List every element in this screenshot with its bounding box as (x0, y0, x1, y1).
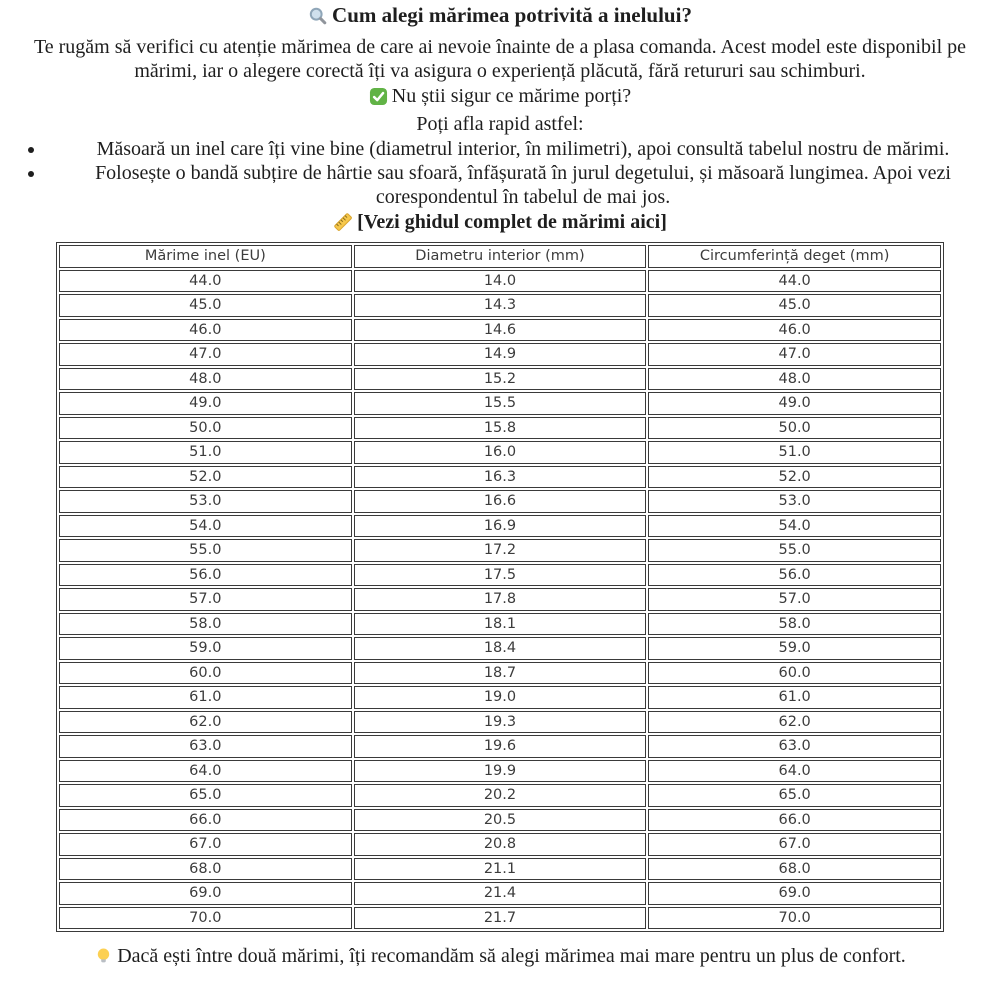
table-cell: 46.0 (59, 319, 352, 342)
table-cell: 16.9 (354, 515, 647, 538)
table-cell: 21.4 (354, 882, 647, 905)
table-row (59, 417, 941, 440)
table-cell: 44.0 (648, 270, 941, 293)
table-cell: 16.3 (354, 466, 647, 489)
table-cell: 69.0 (648, 882, 941, 905)
table-cell: 45.0 (648, 294, 941, 317)
table-row (59, 858, 941, 881)
size-question-text: Nu știi sigur ce mărime porți? (391, 84, 632, 107)
table-cell: 65.0 (648, 784, 941, 807)
table-cell: 64.0 (59, 760, 352, 783)
ruler-icon (333, 212, 353, 238)
table-cell: 14.9 (354, 343, 647, 366)
size-question-line (0, 84, 1000, 112)
table-cell: 14.3 (354, 294, 647, 317)
sizing-tip-note (0, 944, 1000, 973)
table-cell: 62.0 (59, 711, 352, 734)
table-cell: 47.0 (59, 343, 352, 366)
table-cell: 14.0 (354, 270, 647, 293)
check-icon (369, 87, 388, 112)
table-row (59, 760, 941, 783)
table-cell: 20.8 (354, 833, 647, 856)
table-header (59, 245, 941, 268)
table-cell: 52.0 (648, 466, 941, 489)
table-row (59, 784, 941, 807)
table-cell: 19.9 (354, 760, 647, 783)
table-cell: 61.0 (648, 686, 941, 709)
table-cell: 20.5 (354, 809, 647, 832)
table-cell: 19.3 (354, 711, 647, 734)
table-cell: 15.5 (354, 392, 647, 415)
table-row (59, 368, 941, 391)
table-cell: 46.0 (648, 319, 941, 342)
table-cell: 60.0 (59, 662, 352, 685)
table-cell: 55.0 (59, 539, 352, 562)
table-cell: 18.1 (354, 613, 647, 636)
table-cell: 47.0 (648, 343, 941, 366)
table-row (59, 882, 941, 905)
column-header-size: Mărime inel (EU) (59, 245, 352, 268)
table-cell: 59.0 (59, 637, 352, 660)
table-row (59, 735, 941, 758)
table-row (59, 490, 941, 513)
size-guide-link[interactable]: [Vezi ghidul complet de mărimi aici] (357, 210, 667, 233)
table-cell: 18.4 (354, 637, 647, 660)
table-row (59, 711, 941, 734)
table-cell: 67.0 (59, 833, 352, 856)
table-cell: 49.0 (59, 392, 352, 415)
table-row (59, 833, 941, 856)
table-row (59, 907, 941, 930)
table-header-row (59, 245, 941, 268)
table-row (59, 809, 941, 832)
table-cell: 20.2 (354, 784, 647, 807)
table-row (59, 564, 941, 587)
table-cell: 70.0 (648, 907, 941, 930)
table-cell: 68.0 (648, 858, 941, 881)
sizing-tip-text: Dacă ești între două mărimi, îți recomandăm să alegi mărimea mai mare pentru un plus de confort. (117, 945, 906, 968)
table-row (59, 637, 941, 660)
table-cell: 53.0 (59, 490, 352, 513)
table-cell: 19.0 (354, 686, 647, 709)
table-cell: 54.0 (648, 515, 941, 538)
table-cell: 54.0 (59, 515, 352, 538)
table-cell: 57.0 (59, 588, 352, 611)
table-cell: 18.7 (354, 662, 647, 685)
table-cell: 60.0 (648, 662, 941, 685)
table-row (59, 686, 941, 709)
page-title-text: Cum alegi mărimea potrivită a inelului? (332, 3, 692, 27)
table-cell: 58.0 (59, 613, 352, 636)
table-cell: 52.0 (59, 466, 352, 489)
measuring-steps-list (0, 137, 1000, 210)
table-row (59, 294, 941, 317)
table-cell: 17.8 (354, 588, 647, 611)
table-cell: 64.0 (648, 760, 941, 783)
table-cell: 17.2 (354, 539, 647, 562)
table-cell: 53.0 (648, 490, 941, 513)
list-item: • Folosește o bandă subțire de hârtie sau sfoară, înfășurată în jurul degetului, și măsoară lungimea. Apoi vezi corespondentul în tabelul de mai jos. (46, 161, 1000, 210)
table-row (59, 270, 941, 293)
table-row (59, 343, 941, 366)
table-cell: 45.0 (59, 294, 352, 317)
intro-paragraph: Te rugăm să verifici cu atenție mărimea de care ai nevoie înainte de a plasa comanda. Acest model este disponibil pe mărimi, iar o alegere corectă îți va asigura o experiență plăcută, fără retururi sau schimburi. (33, 36, 967, 83)
table-cell: 16.6 (354, 490, 647, 513)
table-cell: 44.0 (59, 270, 352, 293)
table-cell: 16.0 (354, 441, 647, 464)
table-row (59, 319, 941, 342)
table-cell: 14.6 (354, 319, 647, 342)
table-cell: 59.0 (648, 637, 941, 660)
table-cell: 57.0 (648, 588, 941, 611)
table-cell: 15.8 (354, 417, 647, 440)
table-cell: 56.0 (648, 564, 941, 587)
table-cell: 56.0 (59, 564, 352, 587)
table-cell: 50.0 (59, 417, 352, 440)
table-row (59, 662, 941, 685)
table-row (59, 613, 941, 636)
table-cell: 66.0 (59, 809, 352, 832)
table-row (59, 588, 941, 611)
table-cell: 61.0 (59, 686, 352, 709)
table-cell: 48.0 (648, 368, 941, 391)
table-cell: 51.0 (59, 441, 352, 464)
ring-size-table (56, 242, 944, 932)
table-cell: 51.0 (648, 441, 941, 464)
table-row (59, 392, 941, 415)
table-row (59, 441, 941, 464)
table-cell: 48.0 (59, 368, 352, 391)
table-row (59, 466, 941, 489)
page-title (0, 3, 1000, 32)
table-row (59, 539, 941, 562)
table-cell: 15.2 (354, 368, 647, 391)
table-cell: 69.0 (59, 882, 352, 905)
column-header-circumference: Circumferință deget (mm) (648, 245, 941, 268)
table-row (59, 515, 941, 538)
lightbulb-icon (94, 947, 113, 973)
table-cell: 70.0 (59, 907, 352, 930)
table-cell: 58.0 (648, 613, 941, 636)
table-cell: 49.0 (648, 392, 941, 415)
table-cell: 66.0 (648, 809, 941, 832)
table-cell: 17.5 (354, 564, 647, 587)
table-cell: 63.0 (59, 735, 352, 758)
table-cell: 19.6 (354, 735, 647, 758)
column-header-diameter: Diametru interior (mm) (354, 245, 647, 268)
size-table-body (59, 270, 941, 930)
table-cell: 68.0 (59, 858, 352, 881)
table-cell: 21.7 (354, 907, 647, 930)
table-cell: 50.0 (648, 417, 941, 440)
how-to-subline: Poți afla rapid astfel: (416, 113, 584, 136)
table-cell: 65.0 (59, 784, 352, 807)
table-cell: 67.0 (648, 833, 941, 856)
table-cell: 62.0 (648, 711, 941, 734)
table-cell: 21.1 (354, 858, 647, 881)
magnifier-icon (308, 6, 328, 32)
list-item: • Măsoară un inel care îți vine bine (diametrul interior, în milimetri), apoi consultă tabelul nostru de mărimi. (46, 137, 1000, 161)
size-guide-line (0, 210, 1000, 238)
table-cell: 55.0 (648, 539, 941, 562)
table-cell: 63.0 (648, 735, 941, 758)
